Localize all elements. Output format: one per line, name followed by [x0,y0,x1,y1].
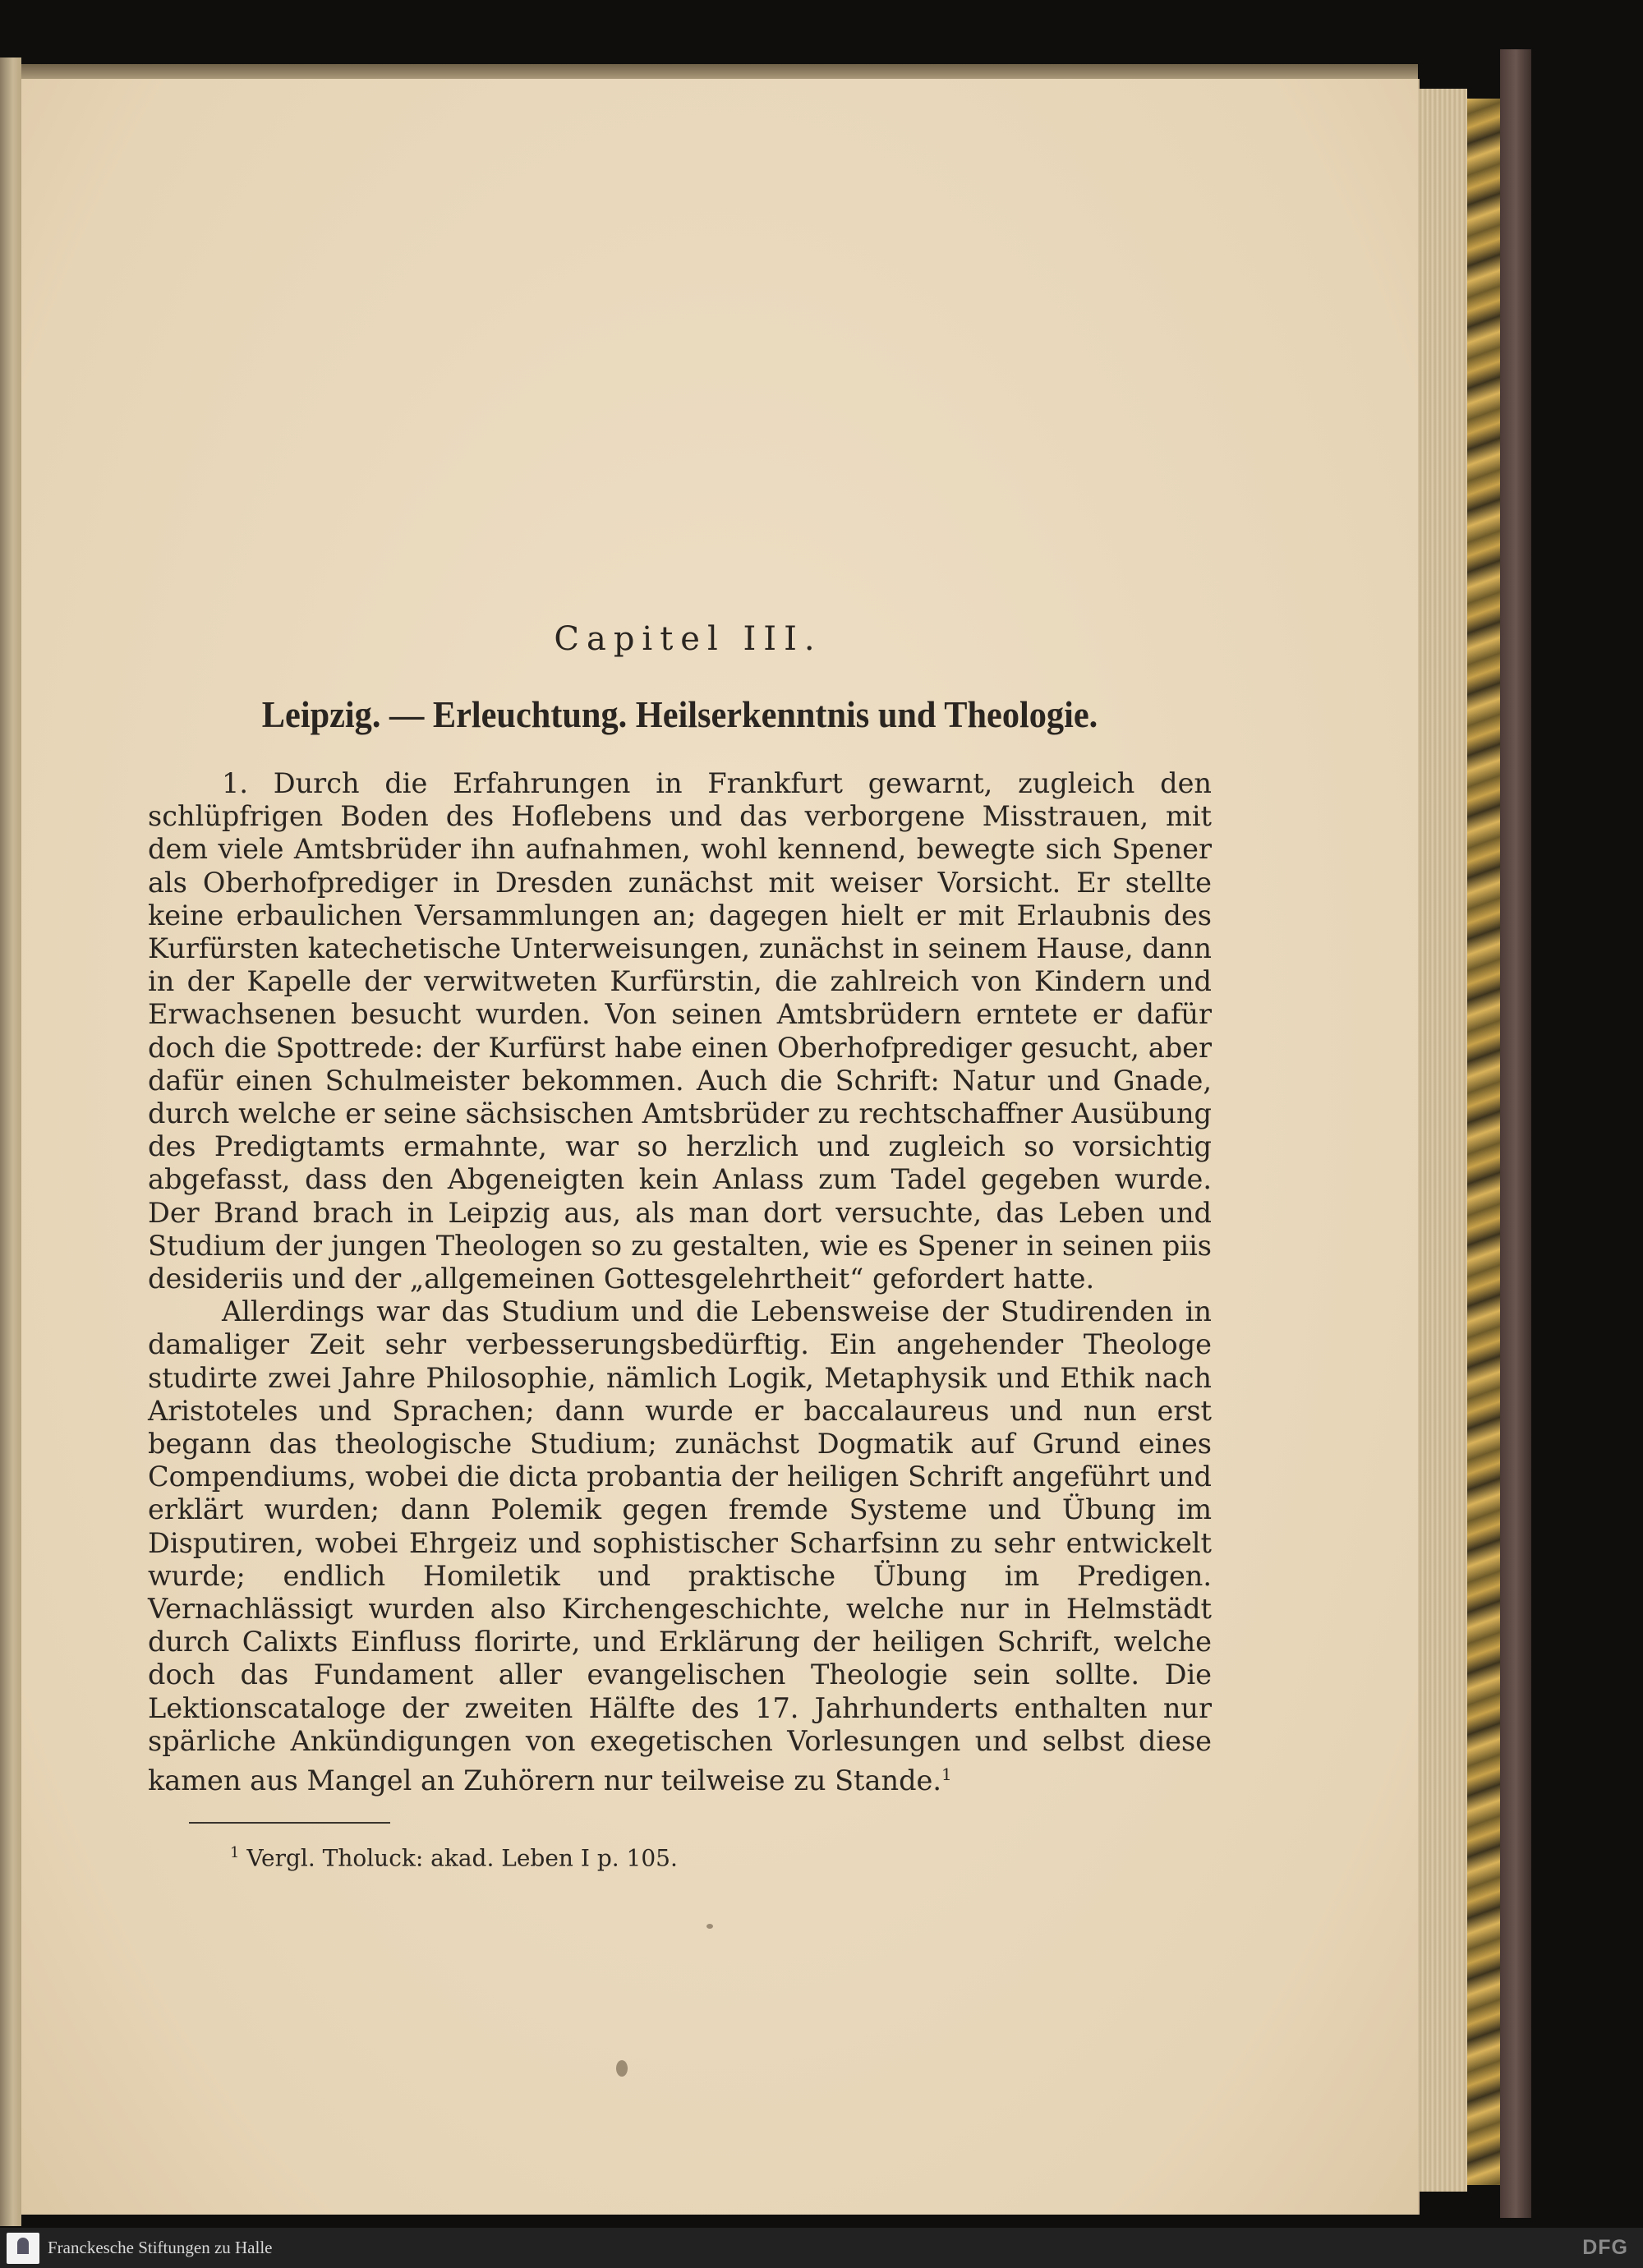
dfg-logo[interactable]: DFG [1582,2236,1628,2259]
francke-foundation-logo-icon[interactable] [7,2233,39,2264]
footnote-reference: 1 [941,1764,952,1785]
paper-stain [706,1924,713,1929]
binding-spine [1500,49,1531,2218]
page-fore-edge [1418,89,1467,2192]
footnote-text: Vergl. Tholuck: akad. Leben I p. 105. [246,1844,678,1872]
page-text [148,620,1212,1874]
paragraph-text: Allerdings war das Studium und die Lebensweise der Studirenden in damaliger Zeit sehr verbesserungsbedürftig. Ein angehender Theologe studirte zwei Jahre Philosophie, nämlich Logik, Metaphysik und Ethik nach Aristoteles und Sprachen; dann wurde er baccalaureus und nun erst begann das theologische Studium; zunächst Dogmatik auf Grund eines Compendiums, wobei die dicta probantia der heiligen Schrift angeführt und erklärt wurden; dann Polemik gegen fremde Systeme und Übung im Disputiren, wobei Ehrgeiz und sophistischer Scharfsinn zu sehr entwickelt wurde; endlich Homiletik und praktische Übung im Predigen. Vernachlässigt wurden also Kirchengeschichte, welche nur in Helmstädt durch Calixts Einfluss florirte, und Erklärung der heiligen Schrift, welche doch das Fundament aller evangelischen Theologie sein sollte. Die Lektionscataloge der zweiten Hälfte des 17. Jahrhunderts enthalten nur spärliche Ankündigungen von exegetischen Vorlesungen und selbst diese kamen aus Mangel an Zuhörern nur teilweise zu Stande. [148,1295,1212,1797]
footnote-marker: 1 [230,1844,240,1862]
chapter-title: Capitel III. [554,620,822,658]
paragraph: 1. Durch die Erfahrungen in Frankfurt gewarnt, zugleich den schlüpfrigen Boden des Hoflebens und das verborgene Misstrauen, mit dem viele Amtsbrüder ihn aufnahmen, wohl kennend, bewegte sich Spener als Oberhofprediger in Dresden zunächst mit weiser Vorsicht. Er stellte keine erbaulichen Versammlungen an; dagegen hielt er mit Erlaubnis des Kurfürsten katechetische Unterweisungen, zunächst in seinem Hause, dann in der Kapelle der verwitweten Kurfürstin, die zahlreich von Kindern und Erwachsenen besucht wurden. Von seinen Amtsbrüdern erntete er dafür doch die Spottrede: der Kurfürst habe einen Oberhofprediger gesucht, aber dafür einen Schulmeister bekommen. Auch die Schrift: Natur und Gnade, durch welche er seine sächsischen Amtsbrüder zu rechtschaffner Ausübung des Predigtamts ermahnte, war so herzlich und zugleich so vorsichtig abgefasst, dass den Abgeneigten kein Anlass zum Tadel gegeben wurde. Der Brand brach in Leipzig aus, als man dort versuchte, das Leben und Studium der jungen Theologen so zu gestalten, wie es Spener in seinen piis desideriis und der „allgemeinen Gottesgelehrtheit“ gefordert hatte. [148,767,1212,1295]
footnote-rule [189,1822,390,1824]
footnote [230,1838,1212,1873]
paper-stain [616,2060,628,2077]
institution-name[interactable]: Franckesche Stiftungen zu Halle [48,2238,273,2257]
left-page-edge [0,58,21,2226]
chapter-heading: Leipzig. — Erleuchtung. Heilserkenntnis und Theologie. [261,693,1098,735]
marbled-cover [1467,99,1500,2185]
viewer-footer [0,2228,1643,2268]
paragraph [148,1295,1212,1797]
